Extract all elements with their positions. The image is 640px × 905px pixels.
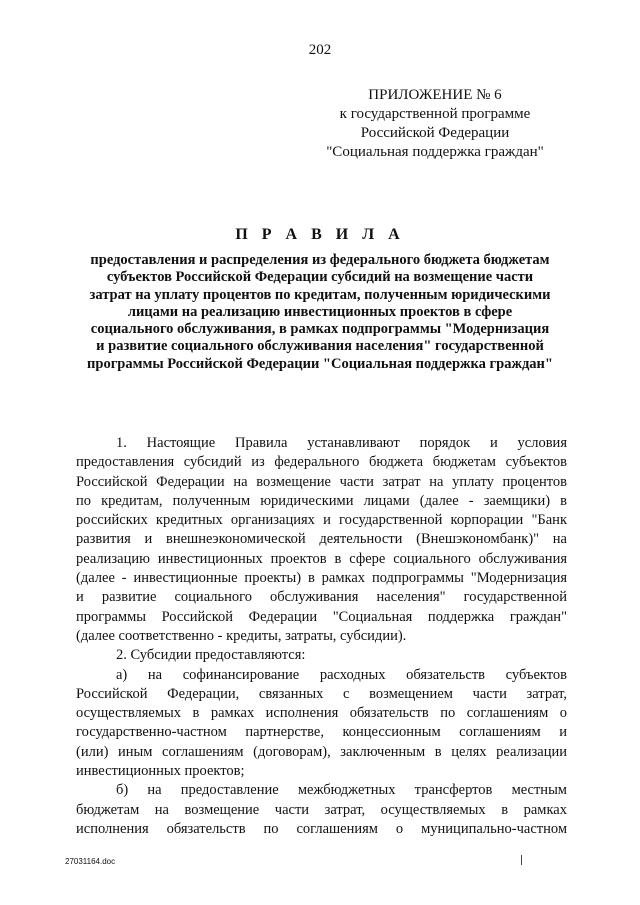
paragraph-b <box>76 781 567 839</box>
text-line: исполнения обязательств по соглашениям о муниципально-частном <box>76 820 567 837</box>
document-subtitle <box>68 252 572 373</box>
text-line: инвестиционных проектов; <box>76 763 245 780</box>
text-line: российских кредитных организациях и государственной корпорации "Банк <box>76 512 567 529</box>
appendix-line: к государственной программе <box>339 106 531 122</box>
text-line: 1. Настоящие Правила устанавливают порядок и условия <box>116 435 567 451</box>
text-line: государственно-частном партнерстве, концессионным соглашениям и <box>76 724 567 741</box>
page-number: 202 <box>308 42 332 58</box>
appendix-line: "Социальная поддержка граждан" <box>326 144 544 160</box>
footer-filename: 27031164.doc <box>65 857 116 866</box>
text-line: Российской Федерации, связанных с возмещением части затрат, <box>76 685 567 702</box>
subtitle-line: и развитие социального обслуживания населения" государственной <box>96 338 544 355</box>
text-line: а) на софинансирование расходных обязательств субъектов <box>116 666 567 683</box>
appendix-line: Российской Федерации <box>360 125 510 141</box>
document-heading: П Р А В И Л А <box>235 226 405 243</box>
subtitle-line: предоставления и распределения из федерального бюджета бюджетам <box>90 252 550 268</box>
subtitle-line: лицами на реализацию инвестиционных проектов в сфере <box>127 303 513 320</box>
text-line: осуществляемых в рамках исполнения обязательств по соглашениям о <box>76 705 567 722</box>
paragraph-a <box>76 666 567 782</box>
text-line: (далее соответственно - кредиты, затраты, субсидии). <box>76 627 407 644</box>
footer-mark <box>521 855 522 865</box>
subtitle-line: социального обслуживания, в рамках подпрограммы "Модернизация <box>90 321 550 338</box>
text-line: и развитие социального обслуживания населения" государственной <box>76 589 567 606</box>
appendix-title: ПРИЛОЖЕНИЕ № 6 <box>368 87 502 103</box>
text-line: б) на предоставление межбюджетных трансфертов местным <box>116 782 567 799</box>
text-line: развития и внешнеэкономической деятельности (Внешэкономбанк)" на <box>76 531 567 548</box>
subtitle-line: программы Российской Федерации "Социальная поддержка граждан" <box>87 355 553 372</box>
text-line: 2. Субсидии предоставляются: <box>116 647 306 664</box>
document-body <box>76 434 567 839</box>
paragraph-2 <box>76 646 567 665</box>
text-line: предоставления субсидий из федерального бюджета бюджетам субъектов <box>76 454 567 471</box>
subtitle-line: субъектов Российской Федерации субсидий на возмещение части <box>106 269 534 286</box>
text-line: Российской Федерации на возмещение части затрат на уплату процентов <box>76 473 567 490</box>
text-line: реализацию инвестиционных проектов в сфере социального обслуживания <box>76 550 567 567</box>
text-line: программы Российской Федерации "Социальная поддержка граждан" <box>76 608 567 625</box>
text-line: (или) иным соглашениям (договорам), заключенным в целях реализации <box>76 743 567 760</box>
text-line: (далее - инвестиционные проекты) в рамках подпрограммы "Модернизация <box>76 570 567 587</box>
text-line: бюджетам на возмещение части затрат, осуществляемых в рамках <box>76 801 567 818</box>
text-line: по кредитам, полученным юридическими лицами (далее - заемщики) в <box>76 492 567 509</box>
paragraph-1 <box>76 434 567 646</box>
appendix-block <box>300 86 570 162</box>
subtitle-line: затрат на уплату процентов по кредитам, полученным юридическими <box>89 286 551 303</box>
